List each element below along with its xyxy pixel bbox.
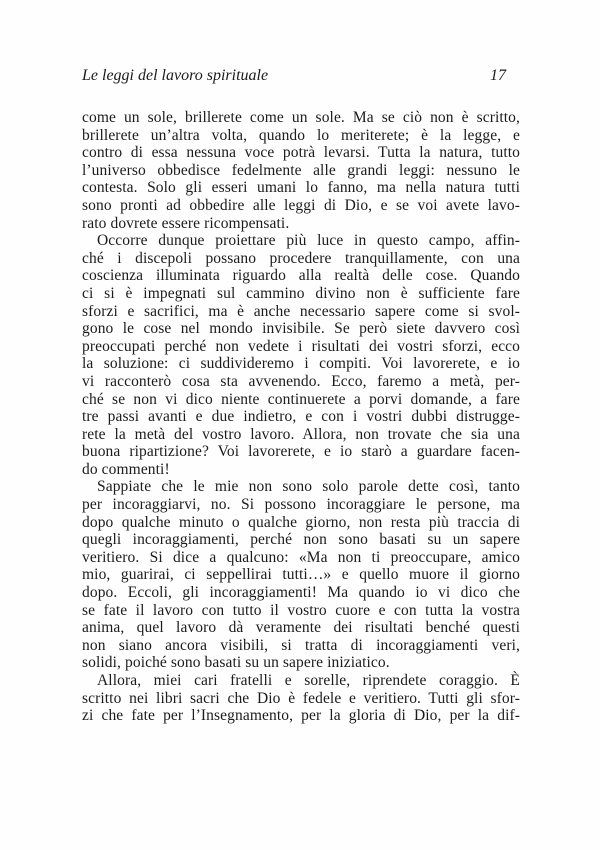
text-line: l’universo obbedisce fedelmente alle grandi leggi: nessuno le — [82, 161, 520, 179]
text-block — [82, 109, 520, 725]
paragraph — [82, 109, 520, 232]
text-line: ché se non vi dico niente continuerete a porvi domande, a fare — [82, 390, 520, 408]
text-line: quegli incoraggiamenti, perché non sono basati su un sapere — [82, 531, 520, 549]
text-line: gono le cose nel mondo invisibile. Se però siete davvero così — [82, 320, 520, 338]
text-line: mio, guarirai, ci seppellirai tutti…» e quello muore il giorno — [82, 566, 520, 584]
text-line: contro di essa nessuna voce potrà levarsi. Tutta la natura, tutto — [82, 144, 520, 162]
text-line: coscienza illuminata riguardo alla realtà delle cose. Quando — [82, 267, 520, 285]
text-line: zi che fate per l’Insegnamento, per la gloria di Dio, per la dif- — [82, 707, 520, 725]
text-line: non siano ancora visibili, si tratta di incoraggiamenti veri, — [82, 636, 520, 654]
paragraph — [82, 232, 520, 478]
text-line: dopo qualche minuto o qualche giorno, non resta più traccia di — [82, 513, 520, 531]
running-title: Le leggi del lavoro spirituale — [82, 67, 269, 84]
text-line: anima, quel lavoro dà veramente dei risultati benché questi — [82, 619, 520, 637]
text-line: veritiero. Si dice a qualcuno: «Ma non ti preoccupare, amico — [82, 548, 520, 566]
paragraph — [82, 478, 520, 672]
text-line: rete la metà del vostro lavoro. Allora, non trovate che sia una — [82, 425, 520, 443]
text-line: vi racconterò cosa sta avvenendo. Ecco, faremo a metà, per- — [82, 372, 520, 390]
text-line: per incoraggiarvi, no. Si possono incoraggiare le persone, ma — [82, 496, 520, 514]
text-line: buona ripartizione? Voi lavorerete, e io starò a guardare facen- — [82, 443, 520, 461]
page-number: 17 — [490, 67, 506, 84]
text-line: tre passi avanti e due indietro, e con i vostri dubbi distrugge- — [82, 408, 520, 426]
text-line: do commenti! — [82, 460, 170, 478]
text-line: sono pronti ad obbedire alle leggi di Dio, e se voi avete lavo- — [82, 196, 520, 214]
text-line: dopo. Eccoli, gli incoraggiamenti! Ma quando io vi dico che — [82, 584, 520, 602]
text-line: scritto nei libri sacri che Dio è fedele e veritiero. Tutti gli sfor- — [82, 689, 520, 707]
text-line: sforzi e sacrifici, ma è anche necessario sapere come si svol- — [82, 302, 520, 320]
paragraph — [82, 672, 520, 725]
text-line: ci si è impegnati sul cammino divino non è sufficiente fare — [82, 284, 520, 302]
text-line: Sappiate che le mie non sono solo parole dette così, tanto — [97, 478, 520, 496]
text-line: rato dovrete essere ricompensati. — [82, 214, 290, 232]
text-line: brillerete un’altra volta, quando lo meriterete; è la legge, e — [82, 126, 520, 144]
text-line: ché i discepoli possano procedere tranquillamente, con una — [82, 249, 520, 267]
page-header — [82, 66, 520, 85]
text-line: se fate il lavoro con tutto il vostro cuore e con tutta la vostra — [82, 601, 520, 619]
text-line: come un sole, brillerete come un sole. Ma se ciò non è scritto, — [82, 109, 520, 126]
text-line: la soluzione: ci suddivideremo i compiti. Voi lavorerete, e io — [82, 355, 520, 373]
text-line: solidi, poiché sono basati su un sapere iniziatico. — [82, 654, 390, 672]
text-line: preoccupati perché non vedete i risultati dei vostri sforzi, ecco — [82, 337, 520, 355]
text-line: Occorre dunque proiettare più luce in questo campo, affin- — [97, 232, 520, 250]
text-line: Allora, miei cari fratelli e sorelle, riprendete coraggio. È — [97, 672, 520, 689]
text-line: contesta. Solo gli esseri umani lo fanno, ma nella natura tutti — [82, 179, 520, 197]
